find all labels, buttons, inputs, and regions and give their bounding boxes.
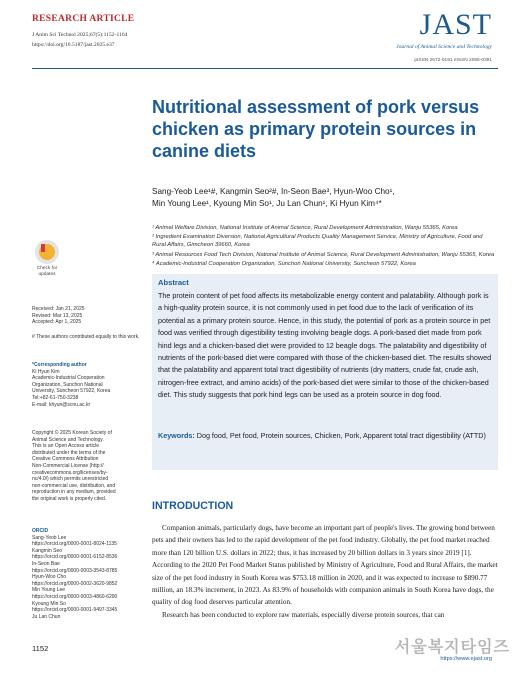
journal-url[interactable]: https://www.ejast.org: [440, 656, 492, 662]
orcid-link[interactable]: https://orcid.org/0000-0001-6152-8536: [32, 554, 118, 561]
doi-link[interactable]: https://doi.org/10.5187/jast.2025.e37: [32, 42, 115, 48]
paragraph: Research has been conducted to explore raw materials, especially diverse protein sources, that can: [162, 610, 445, 619]
orcid-link[interactable]: https://orcid.org/0000-0003-4860-6290: [32, 593, 118, 600]
orcid-link[interactable]: https://orcid.org/0000-0001-9497-3345: [32, 607, 118, 614]
corr-title: *Corresponding author: [32, 362, 87, 368]
keywords-label: Keywords:: [158, 431, 195, 440]
journal-name: Journal of Animal Science and Technology: [396, 44, 492, 50]
author-line: Min Young Lee¹, Kyoung Min So¹, Ju Lan Chun¹, Ki Hyun Kim⁴*: [152, 199, 382, 208]
page-number: 1152: [32, 644, 49, 653]
affiliation: ³ Animal Resources Food Tech Division, National Institute of Animal Science, Rural Development Administration, Wanju 55365, Korea: [152, 251, 495, 258]
header-divider: [32, 68, 498, 69]
author-line: Sang-Yeob Lee¹#, Kangmin Seo²#, In-Seon Bae³, Hyun-Woo Cho¹,: [152, 187, 395, 196]
article-dates: [32, 306, 140, 326]
date-revised: Revised: Mar 13, 2025: [32, 312, 83, 319]
check-updates-label: Check for updates: [36, 266, 58, 277]
check-for-updates-button[interactable]: [32, 240, 62, 277]
orcid-title: ORCID: [32, 528, 49, 534]
orcid-list: ORCID Sang-Yeob Lee https://orcid.org/0000-0001-8024-1135 Kangmin Seo https://orcid.org/0000-0001-6152-8536 In-Seon Bae https://orcid.org/0000-0003-3543-8785 Hyun-Woo Cho https://orcid.org/0000-0002-3620-9852 Min Young Lee https://orcid.org/0000-0003-4860-6290 Kyoung Min So https://orcid.org/0000-0001-9497-3345 Ju Lan Chun: [32, 528, 140, 620]
issn: pISSN 2672-0191 eISSN 2055-0391: [414, 58, 492, 63]
paper-title: Nutritional assessment of pork versus chicken as primary protein sources in canine diets: [152, 97, 480, 161]
keywords-list: Dog food, Pet food, Protein sources, Chicken, Pork, Apparent total tract digestibility (ATTD): [196, 431, 486, 440]
date-accepted: Accepted: Apr 1, 2025: [32, 319, 82, 326]
orcid-link[interactable]: https://orcid.org/0000-0002-3620-9852: [32, 580, 118, 587]
introduction-body: [152, 522, 498, 621]
keywords: [158, 430, 494, 442]
date-received: Received: Jan 21, 2025: [32, 306, 85, 312]
corr-email[interactable]: E-mail: khyun@scnu.ac.kr: [32, 401, 91, 408]
affiliation: ⁴ Academic-Industrial Cooperation Organization, Sunchon National University, Suncheon 57922, Korea: [152, 260, 416, 267]
abstract-text: The protein content of pet food affects its metabolizable energy content and palatability. Although pork is a high-quality protein source, it is not commonly used in pet food due to the lack of verification of its potential as a primary protein source. Hence, in this study, the potential of pork as a protein source in pet food was verified through digestibility testing involving beagle dogs. A pork-based diet made from pork hind legs and a chicken-based diet were provided to 12 beagle dogs. The palatability and digestibility of nutrients of the pork-based diet were compared with those of the chicken-based diet. The results showed that the palatability and apparent total tract digestibility of nutrients (dry matters, crude fat, crude ash, nitrogen-free extract, and amino acids) of the pork-based diet were similar to those of the chicken-based diet. This study suggests that pork hind legs can be used as a protein source in dog food.: [158, 291, 492, 400]
affiliations: [152, 224, 497, 269]
orcid-link[interactable]: https://orcid.org/0000-0001-8024-1135: [32, 541, 117, 548]
copyright-notice: Copyright © 2025 Korean Society of Animal Science and Technology. This is an Open Access article distributed under the terms of the Creative Commons Attribution Non-Commercial License (http:// creativecommons.org/licenses/by- nc/4.0/) which permits unrestricted non-commercial use, distribution, and reproduction in any medium, provided the original work is properly cited.: [32, 430, 116, 502]
watermark: 서울복지타임즈: [394, 639, 510, 656]
check-updates-icon: [35, 240, 59, 264]
author-list: [152, 186, 497, 210]
paragraph: Companion animals, particularly dogs, have become an important part of people's lives. The growing bond between pets and their owners has led to the rapid development of the pet food industry. Globally, the pet food market reached more than 120 billion U.S. dollars in 2022; thus, it has increased by 20 billion dollars in 3 years since 2019 [1]. According to the 2020 Pet Food Market Status published by Ministry of Agriculture, Food and Rural Affairs, the market size of the pet food industry in South Korea was $753.18 million in 2020, and it was expected to increase to $890.77 million, an 18.3% increment, in 2023. As 83.9% of households with companion animals in South Korea have dogs, the quality of dog food deserves particular attention.: [152, 524, 498, 607]
abstract-heading: Abstract: [158, 278, 189, 287]
journal-logo: JAST: [419, 8, 492, 41]
section-heading-introduction: INTRODUCTION: [152, 500, 234, 512]
equal-contribution-note: # These authors contributed equally to this work.: [32, 334, 140, 340]
corresponding-author: *Corresponding author Ki Hyun Kim Academic-Industrial Cooperation Organization, Sunchon National University, Suncheon 57922, Korea Tel:+82-61-750-3238 E-mail: khyun@scnu.ac.kr: [32, 362, 140, 408]
affiliation: ² Ingredient Examination Diversion, National Agricultural Products Quality Management Service, Ministry of Agriculture, Food and Rural Affairs, Gimcheon 39660, Korea: [152, 234, 483, 249]
citation: J Anim Sci Technol 2025;67(5):1152-1164: [32, 32, 128, 38]
affiliation: ¹ Animal Welfare Division, National Institute of Animal Science, Rural Development Administration, Wanju 55365, Korea: [152, 225, 458, 231]
orcid-link[interactable]: https://orcid.org/0000-0003-3543-8785: [32, 567, 118, 574]
article-type: RESEARCH ARTICLE: [32, 14, 135, 24]
